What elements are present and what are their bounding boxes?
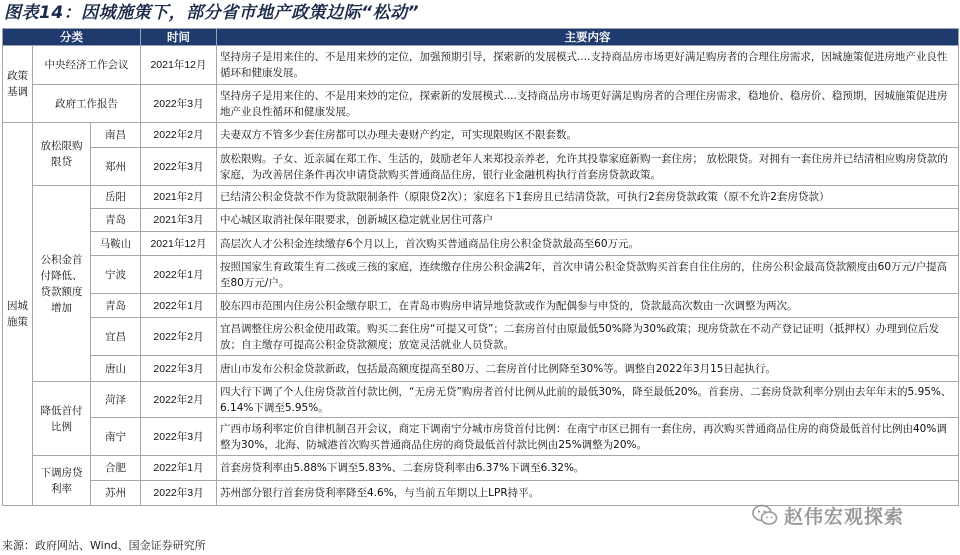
row-content: 中心城区取消社保年限要求，创新城区稳定就业居住可落户 (217, 209, 959, 232)
row-city: 宜昌 (91, 318, 141, 356)
row-time: 2022年2月 (141, 382, 217, 418)
row-city: 马鞍山 (91, 232, 141, 256)
table-row (3, 85, 959, 123)
table-row (3, 232, 959, 256)
row-city: 唐山 (91, 356, 141, 382)
table-row (3, 46, 959, 85)
table-row (3, 294, 959, 318)
row-content: 四大行下调了个人住房贷款首付款比例，“无房无贷”购房者首付比例从此前的最低30%，降至最低20%。首套房、二套房贷款利率分别由去年年末的5.95%、6.14%下调至5.95%。 (217, 382, 959, 418)
figure-title: 图表14：因城施策下，部分省市地产政策边际“松动” (4, 3, 420, 23)
row-city: 宁波 (91, 256, 141, 294)
subgroup-lower-downpayment: 降低首付比例 (33, 382, 91, 456)
table-row (3, 123, 959, 148)
table-header-row (3, 29, 959, 46)
subgroup-relax-purchase: 放松限购限贷 (33, 123, 91, 186)
row-content: 首套房贷利率由5.88%下调至5.83%、二套房贷利率由6.37%下调至6.32%。 (217, 456, 959, 481)
row-content: 夫妻双方不管多少套住房都可以办理夫妻财产约定，可实现限购区不限套数。 (217, 123, 959, 148)
table-row (3, 186, 959, 209)
table-row (3, 148, 959, 186)
table-row (3, 456, 959, 481)
row-content: 已结清公积金贷款不作为贷款限制条件（原限贷2次）；家庭名下1套房且已结清贷款，可执行2套房贷款政策（原不允许2套房贷款） (217, 186, 959, 209)
row-content: 苏州部分银行首套房贷利率降至4.6%，与当前五年期以上LPR持平。 (217, 481, 959, 506)
table-row (3, 382, 959, 418)
row-source: 中央经济工作会议 (33, 46, 141, 85)
table-row (3, 318, 959, 356)
row-time: 2022年1月 (141, 456, 217, 481)
row-city: 青岛 (91, 294, 141, 318)
row-content: 唐山市发布公积金贷款新政，包括最高额度提高至80万、二套房首付比例降至30%等。调整自2022年3月15日起执行。 (217, 356, 959, 382)
source-note: 来源：政府网站、Wind、国金证券研究所 (2, 539, 206, 552)
header-category: 分类 (3, 29, 141, 46)
table-row (3, 256, 959, 294)
row-city: 合肥 (91, 456, 141, 481)
watermark (752, 500, 904, 530)
row-city: 南宁 (91, 418, 141, 456)
header-content: 主要内容 (217, 29, 959, 46)
row-city: 岳阳 (91, 186, 141, 209)
header-time: 时间 (141, 29, 217, 46)
subgroup-lower-rate: 下调房贷利率 (33, 456, 91, 506)
row-content: 高层次人才公积金连续缴存6个月以上，首次购买普通商品住房公积金贷款最高至60万元。 (217, 232, 959, 256)
table-row (3, 418, 959, 456)
row-time: 2022年3月 (141, 481, 217, 506)
row-city: 菏泽 (91, 382, 141, 418)
row-content: 广西市场利率定价自律机制召开会议，商定下调南宁分城市房贷首付比例：在南宁市区已拥有一套住房，再次购买普通商品住房的商贷最低首付比例由40%调整为30%，北海、防城港首次购买普通商品住房的商贷最低首付款比例由25%调整为20%。 (217, 418, 959, 456)
row-source: 政府工作报告 (33, 85, 141, 123)
row-content: 坚持房子是用来住的、不是用来炒的定位，加强预期引导，探索新的发展模式....支持商品房市场更好满足购房者的合理住房需求，因城施策促进房地产业良性循环和健康发展。 (217, 46, 959, 85)
table-row (3, 356, 959, 382)
group-city-policy: 因城施策 (3, 123, 33, 506)
row-time: 2021年12月 (141, 46, 217, 85)
row-time: 2021年2月 (141, 186, 217, 209)
row-time: 2021年3月 (141, 209, 217, 232)
row-city: 南昌 (91, 123, 141, 148)
row-content: 按照国家生育政策生育二孩或三孩的家庭，连续缴存住房公积金满2年，首次申请公积金贷款购买首套自住住房的，住房公积金最高贷款额度由60万元/户提高至80万元/户。 (217, 256, 959, 294)
group-policy-tone: 政策基调 (3, 46, 33, 123)
row-time: 2022年3月 (141, 85, 217, 123)
table-row (3, 209, 959, 232)
row-content: 放松限购。子女、近亲属在郑工作、生活的，鼓励老年人来郑投亲养老，允许其投靠家庭新购一套住房； 放松限贷。对拥有一套住房并已结清相应购房贷款的家庭，为改善居住条件再次申请贷款购买普通商品住房，银行业金融机构执行首套房贷款政策。 (217, 148, 959, 186)
wechat-icon (752, 504, 778, 526)
row-city: 苏州 (91, 481, 141, 506)
row-city: 郑州 (91, 148, 141, 186)
subgroup-housing-fund: 公积金首付降低、贷款额度增加 (33, 186, 91, 382)
row-time: 2022年3月 (141, 148, 217, 186)
row-time: 2022年1月 (141, 256, 217, 294)
row-time: 2021年12月 (141, 232, 217, 256)
row-content: 宜昌调整住房公积金使用政策。购买二套住房“可提又可贷”；二套房首付由原最低50%降为30%政策；现房贷款在不动产登记证明（抵押权）办理到位后发放；自主缴存可提高公积金贷款额度；放宽灵活就业人员贷款。 (217, 318, 959, 356)
row-time: 2022年3月 (141, 418, 217, 456)
row-content: 坚持房子是用来住的、不是用来炒的定位，探索新的发展模式....支持商品房市场更好满足购房者的合理住房需求，稳地价、稳房价、稳预期，因城施策促进房地产业良性循环和健康发展。 (217, 85, 959, 123)
row-time: 2022年2月 (141, 123, 217, 148)
row-time: 2022年3月 (141, 356, 217, 382)
policy-table (2, 28, 959, 506)
row-time: 2022年1月 (141, 294, 217, 318)
row-city: 青岛 (91, 209, 141, 232)
watermark-text: 赵伟宏观探索 (784, 505, 905, 528)
row-time: 2022年2月 (141, 318, 217, 356)
row-content: 胶东四市范围内住房公积金缴存职工，在青岛市购房申请异地贷款或作为配偶参与申贷的，贷款最高次数由一次调整为两次。 (217, 294, 959, 318)
